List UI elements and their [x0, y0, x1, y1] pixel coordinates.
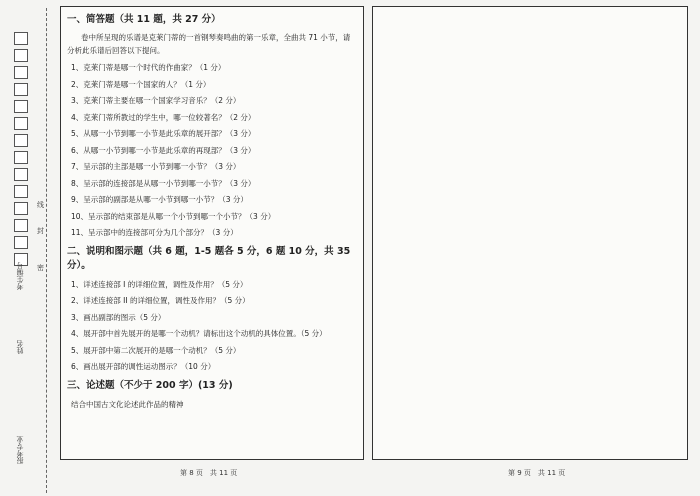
section-3-prompt: 结合中国古文化论述此作品的精神 — [71, 399, 184, 409]
seal-char-xian: 线 — [37, 201, 44, 209]
question-1-4: 4、克莱门蒂所教过的学生中，哪一位较著名？（2 分） — [71, 112, 256, 122]
section-2-title: 二、说明和图示题（共 6 题，1-5 题各 5 分，6 题 10 分，共 35 分）。 — [67, 245, 351, 271]
section-3-title: 三、论述题（不少于 200 字）(13 分) — [67, 379, 233, 391]
question-1-7: 7、呈示部的主部是哪一小节到哪一小节？（3 分） — [71, 162, 241, 171]
id-digit-box — [14, 83, 28, 96]
id-digit-box — [14, 168, 28, 181]
question-2-1: 1、详述连接部 I 的详细位置，调性及作用？（5 分） — [71, 279, 248, 289]
id-digit-box — [14, 151, 28, 164]
page-footer-right: 第 9 页 共 11 页 — [508, 469, 566, 477]
exam-id-boxes — [14, 32, 30, 270]
id-digit-box — [14, 134, 28, 147]
question-2-3: 3、画出副部的图示（5 分） — [71, 312, 166, 322]
id-digit-box — [14, 32, 28, 45]
id-digit-box — [14, 49, 28, 62]
question-1-1: 1、克莱门蒂是哪一个时代的作曲家？（1 分） — [71, 63, 226, 72]
id-digit-box — [14, 202, 28, 215]
binding-dashed-line — [46, 8, 47, 493]
seal-char-feng: 封 — [37, 227, 44, 235]
binding-margin — [0, 0, 56, 496]
id-digit-box — [14, 185, 28, 198]
exam-page-8 — [60, 6, 364, 460]
question-1-11: 11、呈示部中的连接部可分为几个部分？（3 分） — [71, 228, 238, 237]
question-2-5: 5、展开部中第二次展开的是哪一个动机？（5 分） — [71, 345, 241, 355]
id-digit-box — [14, 66, 28, 79]
major-label: 报考专业 — [16, 436, 24, 464]
id-digit-box — [14, 219, 28, 232]
seal-char-mi: 密 — [37, 264, 44, 272]
question-1-9: 9、呈示部的副部是从哪一小节到哪一小节？（3 分） — [71, 195, 248, 204]
question-1-6: 6、从哪一小节到哪一小节是此乐章的再现部？（3 分） — [71, 145, 256, 155]
question-1-2: 2、克莱门蒂是哪一个国家的人？（1 分） — [71, 79, 211, 89]
question-1-5: 5、从哪一小节到哪一小节是此乐章的展开部？（3 分） — [71, 129, 256, 138]
question-2-4: 4、展开部中首先展开的是哪一个动机？请标出这个动机的具体位置。（5 分） — [71, 329, 327, 338]
question-1-3: 3、克莱门蒂主要在哪一个国家学习音乐？（2 分） — [71, 96, 241, 105]
id-digit-box — [14, 236, 28, 249]
exam-page-9-blank — [372, 6, 688, 460]
page-footer-left: 第 8 页 共 11 页 — [180, 469, 238, 477]
id-digit-box — [14, 100, 28, 113]
section-1-intro: 卷中所呈现的乐谱是克莱门蒂的一首钢琴奏鸣曲的第一乐章，全曲共 71 小节，请分析此乐谱后回答以下提问。 — [67, 33, 351, 55]
section-1-title: 一、简答题（共 11 题，共 27 分） — [67, 14, 221, 25]
page-content — [67, 13, 357, 413]
id-digit-box — [14, 117, 28, 130]
question-1-8: 8、呈示部的连接部是从哪一小节到哪一小节？（3 分） — [71, 178, 256, 188]
name-label: 姓名 — [16, 340, 24, 354]
exam-id-label: 考生编号 — [16, 262, 24, 290]
question-2-2: 2、详述连接部 II 的详细位置，调性及作用？（5 分） — [71, 296, 250, 305]
question-1-10: 10、呈示部的结束部是从哪一个小节到哪一个小节？（3 分） — [71, 211, 276, 221]
question-2-6: 6、画出展开部的调性运动图示？（10 分） — [71, 362, 216, 371]
